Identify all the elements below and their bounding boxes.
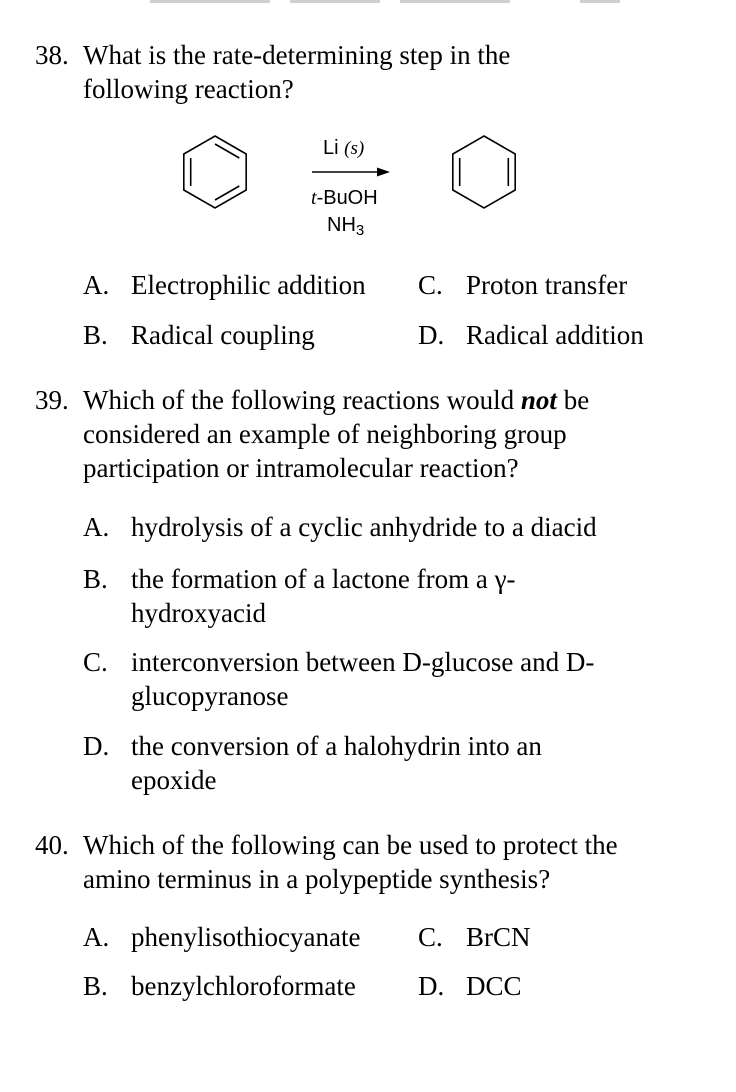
q39-choice-d-cont: epoxide	[131, 765, 217, 795]
question-38-number: 38.	[35, 40, 69, 70]
q40-choice-b	[83, 969, 356, 1003]
cyclohexadiene-structure	[453, 136, 515, 208]
choice-letter: C.	[418, 270, 443, 300]
question-38-line-1: What is the rate-determining step in the	[83, 40, 511, 70]
q39-choice-d	[83, 729, 542, 763]
choice-text: DCC	[466, 971, 522, 1001]
cropped-previous-text	[0, 0, 736, 8]
reagent-ammonia	[327, 213, 364, 243]
choice-text: phenylisothiocyanate	[131, 922, 361, 952]
question-40-line-1: Which of the following can be used to protect the	[83, 830, 618, 860]
reagent-ammonia-subscript: 3	[355, 222, 365, 239]
q40-choice-a	[83, 920, 360, 954]
choice-text-line-1: the conversion of a halohydrin into an	[131, 731, 542, 761]
q38-choice-c	[418, 268, 627, 302]
choice-letter: D.	[418, 971, 445, 1001]
choice-letter: A.	[83, 270, 110, 300]
reagent-lithium-symbol: Li	[323, 137, 339, 159]
choice-letter: C.	[83, 647, 108, 677]
choice-letter: D.	[418, 320, 445, 350]
reagent-tert-prefix: t	[311, 187, 317, 209]
question-38-line-2: following reaction?	[83, 74, 294, 104]
reagent-butanol: -BuOH	[316, 187, 378, 209]
q39-choice-c	[83, 645, 594, 679]
question-39-number: 39.	[35, 385, 69, 415]
question-39-line-1-start: Which of the following reactions would	[83, 385, 521, 415]
q39-choice-a	[83, 510, 597, 544]
question-39-emphasis: not	[520, 385, 557, 415]
q38-choice-a	[83, 268, 366, 302]
benzene-structure	[184, 136, 246, 208]
choice-text: Radical coupling	[131, 320, 315, 350]
choice-text: Electrophilic addition	[131, 270, 366, 300]
reagent-tert-butanol	[311, 186, 378, 210]
question-39-line-1	[83, 383, 589, 417]
choice-text: benzylchloroformate	[131, 971, 356, 1001]
choice-letter: B.	[83, 564, 108, 594]
question-40-number: 40.	[35, 830, 69, 860]
q39-choice-b	[83, 562, 516, 596]
question-40-line-2: amino terminus in a polypeptide synthesis?	[83, 864, 551, 894]
reagent-lithium	[323, 136, 364, 161]
choice-letter: D.	[83, 731, 110, 761]
q38-choice-b	[83, 318, 315, 352]
choice-text-line-1: the formation of a lactone from a γ-	[131, 564, 516, 594]
question-39-line-1-end: be	[556, 385, 590, 415]
choice-letter: B.	[83, 971, 108, 1001]
choice-text: Radical addition	[466, 320, 644, 350]
choice-letter: C.	[418, 922, 443, 952]
q40-choice-d	[418, 969, 522, 1003]
choice-text: hydrolysis of a cyclic anhydride to a diacid	[131, 512, 597, 542]
question-39-line-2: considered an example of neighboring group	[83, 419, 567, 449]
reagent-lithium-state: (s)	[344, 138, 365, 159]
reaction-arrow	[312, 168, 390, 177]
q38-choice-d	[418, 318, 644, 352]
q40-choice-c	[418, 920, 531, 954]
choice-letter: A.	[83, 512, 110, 542]
choice-letter: B.	[83, 320, 108, 350]
question-39-line-3: participation or intramolecular reaction?	[83, 453, 519, 483]
choice-text: BrCN	[466, 922, 531, 952]
reagent-ammonia-main: NH	[327, 214, 356, 236]
q39-choice-c-cont: glucopyranose	[131, 681, 289, 711]
choice-letter: A.	[83, 922, 110, 952]
choice-text: Proton transfer	[466, 270, 628, 300]
q39-choice-b-cont: hydroxyacid	[131, 598, 266, 628]
choice-text-line-1: interconversion between D-glucose and D-	[131, 647, 595, 677]
